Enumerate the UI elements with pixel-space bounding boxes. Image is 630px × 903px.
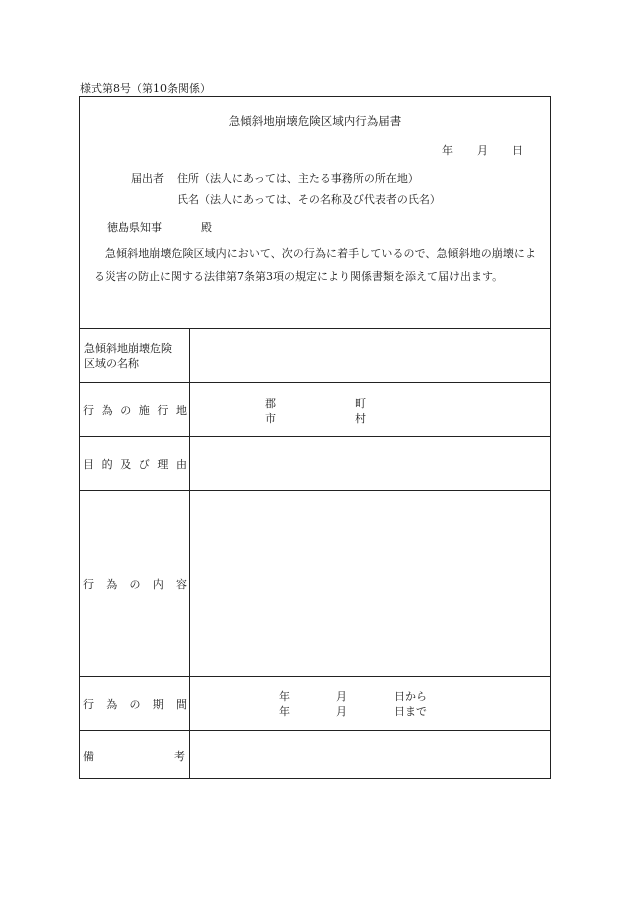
notice-body-text: 急傾斜地崩壊危険区域内において、次の行為に着手しているので、急傾斜地の崩壊による災害の防止に関する法律第7条第3項の規定により関係書類を添えて届け出ます。 — [94, 247, 536, 283]
form-number: 様式第8号（第10条関係） — [80, 82, 211, 95]
addressee-name: 徳島県知事 — [107, 221, 162, 234]
date-day: 日 — [512, 144, 523, 157]
notifier-address: 住所（法人にあっては、主たる事務所の所在地） — [177, 172, 419, 185]
period-end-year: 年 — [279, 705, 290, 718]
row-divider — [79, 328, 551, 329]
row-divider — [79, 436, 551, 437]
period-start-month: 月 — [336, 690, 347, 703]
location-label: 行 為 の 施 行 地 — [83, 404, 187, 417]
notifier-label: 届出者 — [131, 172, 164, 185]
notifier-name: 氏名（法人にあっては、その名称及び代表者の氏名） — [177, 193, 441, 206]
column-divider — [189, 328, 190, 779]
period-end-month: 月 — [336, 705, 347, 718]
period-start-year: 年 — [279, 690, 290, 703]
location-mura: 村 — [355, 412, 366, 425]
date-month: 月 — [477, 144, 488, 157]
location-gun: 郡 — [265, 397, 276, 410]
period-start-day: 日から — [394, 690, 427, 703]
period-label: 行 為 の 期 間 — [83, 698, 187, 711]
location-machi: 町 — [355, 397, 366, 410]
row-divider — [79, 676, 551, 677]
form-title: 急傾斜地崩壊危険区域内行為届書 — [228, 114, 402, 128]
location-shi: 市 — [265, 412, 276, 425]
content-label: 行 為 の 内 容 — [83, 578, 187, 591]
date-year: 年 — [442, 144, 453, 157]
row-divider — [79, 490, 551, 491]
remarks-label-right: 考 — [174, 750, 185, 763]
remarks-label-left: 備 — [83, 750, 94, 763]
row-divider — [79, 382, 551, 383]
purpose-label: 目 的 及 び 理 由 — [83, 458, 187, 471]
period-end-day: 日まで — [394, 705, 427, 718]
area-name-label: 急傾斜地崩壊危険 区域の名称 — [84, 342, 172, 370]
row-divider — [79, 730, 551, 731]
addressee-honorific: 殿 — [201, 221, 212, 234]
